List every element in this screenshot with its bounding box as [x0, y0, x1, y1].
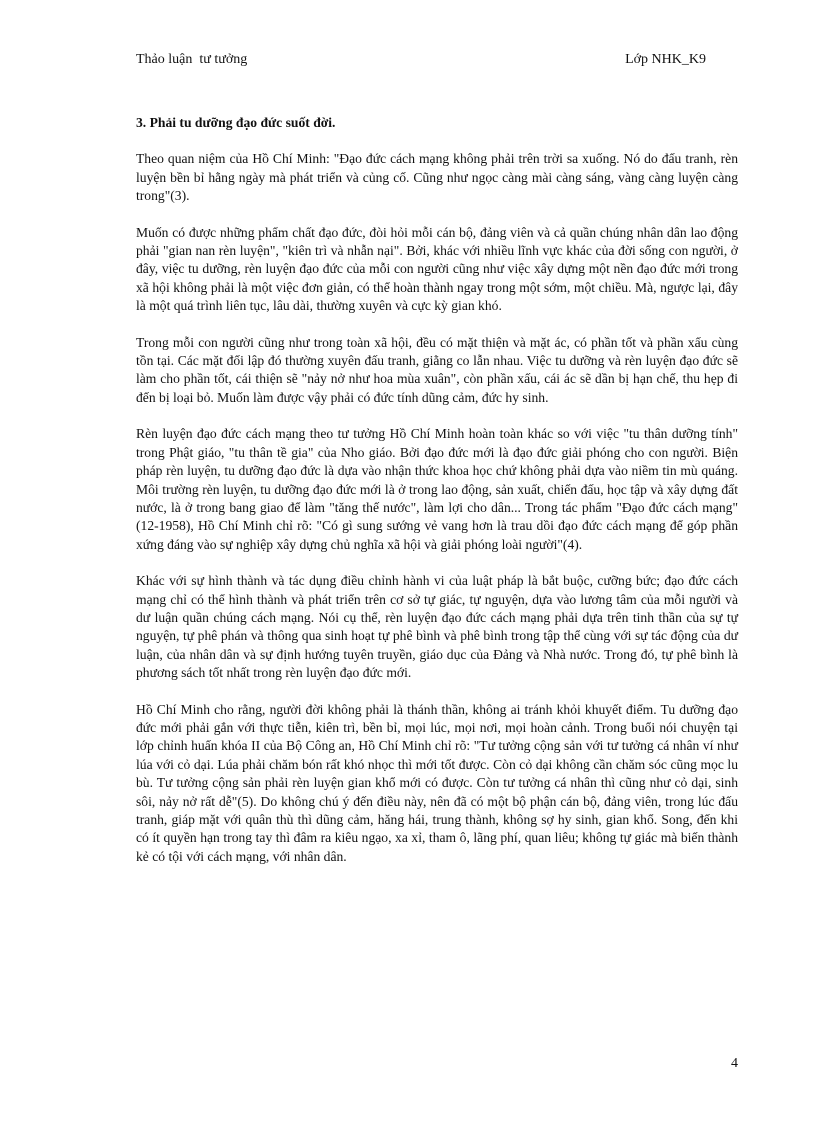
- document-body: [136, 114, 738, 884]
- page-header: [136, 50, 706, 70]
- paragraph-4: Rèn luyện đạo đức cách mạng theo tư tưởng Hồ Chí Minh hoàn toàn khác so với việc "tu thân dưỡng tính" trong Phật giáo, "tu thân tề gia" của Nho giáo. Bởi đạo đức mới là đạo đức giải phóng cho con người. Biện pháp rèn luyện, tu dưỡng đạo đức là dựa vào nhận thức khoa học chứ không phải dựa vào niềm tin mù quáng. Môi trường rèn luyện, tu dưỡng đạo đức mới là ở trong lao động, sản xuất, chiến đấu, học tập và xây dựng đất nước, là ở trong bang giao để làm "tăng thế nước", làm lợi cho dân... Trong tác phẩm "Đạo đức cách mạng" (12-1958), Hồ Chí Minh chỉ rõ: "Có gì sung sướng vẻ vang hơn là trau dồi đạo đức cách mạng để góp phần xứng đáng vào sự nghiệp xây dựng chủ nghĩa xã hội và giải phóng loài người"(4).: [136, 426, 738, 552]
- header-class-name: Lớp NHK_K9: [625, 52, 706, 67]
- paragraph-2: Muốn có được những phẩm chất đạo đức, đòi hỏi mỗi cán bộ, đảng viên và cả quần chúng nhân dân lao động phải "gian nan rèn luyện", "kiên trì và nhẫn nại". Bởi, khác với nhiều lĩnh vực khác của đời sống con người, ở đây, việc tu dưỡng, rèn luyện đạo đức của mỗi con người cũng như việc xây dựng một nền đạo đức mới trong xã hội không phải là một việc đơn giản, có thể hoàn thành ngay trong một sớm, một chiều. Mà, ngược lại, đây là một quá trình liên tục, lâu dài, thường xuyên và cực kỳ gian khó.: [136, 224, 738, 314]
- section-title: 3. Phải tu dưỡng đạo đức suốt đời.: [136, 115, 336, 130]
- page-number: 4: [731, 1056, 738, 1071]
- paragraph-5: Khác với sự hình thành và tác dụng điều chỉnh hành vi của luật pháp là bắt buộc, cưỡng bức; đạo đức cách mạng chỉ có thể hình thành và phát triển trên cơ sở tự giác, tự nguyện, dựa vào lương tâm của mỗi người và dư luận quần chúng cách mạng. Nói cụ thể, rèn luyện đạo đức cách mạng phải dựa trên tinh thần của sự tự nguyện, tự phê phán và thông qua sinh hoạt tự phê bình và phê bình trong tập thể cùng với sự tác động của dư luận, của nhân dân và sự định hướng tuyên truyền, giáo dục của Đảng và Nhà nước. Trong đó, tự phê bình là phương sách tốt nhất trong rèn luyện đạo đức mới.: [136, 573, 738, 681]
- paragraph-3: Trong mỗi con người cũng như trong toàn xã hội, đều có mặt thiện và mặt ác, có phần tốt và phần xấu cùng tồn tại. Các mặt đối lập đó thường xuyên đấu tranh, giằng co lẫn nhau. Việc tu dưỡng và rèn luyện đạo đức sẽ làm cho phần tốt, cái thiện sẽ "nảy nở như hoa mùa xuân", còn phần xấu, cái ác sẽ dần bị hạn chế, thu hẹp đi đến bị loại bỏ. Muốn làm được vậy phải có đức tính dũng cảm, đức hy sinh.: [136, 334, 738, 405]
- header-document-title: Thảo luận tư tưởng: [136, 52, 248, 67]
- paragraph-1: Theo quan niệm của Hồ Chí Minh: "Đạo đức cách mạng không phải trên trời sa xuống. Nó do đấu tranh, rèn luyện bền bỉ hằng ngày mà phát triển và củng cố. Cũng như ngọc càng mài càng sáng, vàng càng luyện càng trong"(3).: [136, 151, 738, 204]
- paragraph-6: Hồ Chí Minh cho rằng, người đời không phải là thánh thần, không ai tránh khỏi khuyết điểm. Tu dưỡng đạo đức mới phải gắn với thực tiễn, kiên trì, bền bỉ, mọi lúc, mọi nơi, mọi hoàn cảnh. Trong buổi nói chuyện tại lớp chỉnh huấn khóa II của Bộ Công an, Hồ Chí Minh chỉ rõ: "Tư tưởng cộng sản với tư tưởng cá nhân ví như lúa với cỏ dại. Lúa phải chăm bón rất khó nhọc thì mới tốt được. Còn cỏ dại không cần chăm sóc cũng mọc lu bù. Tư tưởng cộng sản phải rèn luyện gian khổ mới có được. Còn tư tưởng cá nhân thì cũng như cỏ dại, sinh sôi, nảy nở rất dễ"(5). Do không chú ý đến điều này, nên đã có một bộ phận cán bộ, đảng viên, trong lúc đấu tranh, giáp mặt với quân thù thì dũng cảm, hăng hái, trung thành, không sợ hy sinh, gian khổ. Song, đến khi có ít quyền hạn trong tay thì đâm ra kiêu ngạo, xa xỉ, tham ô, lãng phí, quan liêu; không tự giác mà biến thành kẻ có tội với cách mạng, với nhân dân.: [136, 701, 738, 864]
